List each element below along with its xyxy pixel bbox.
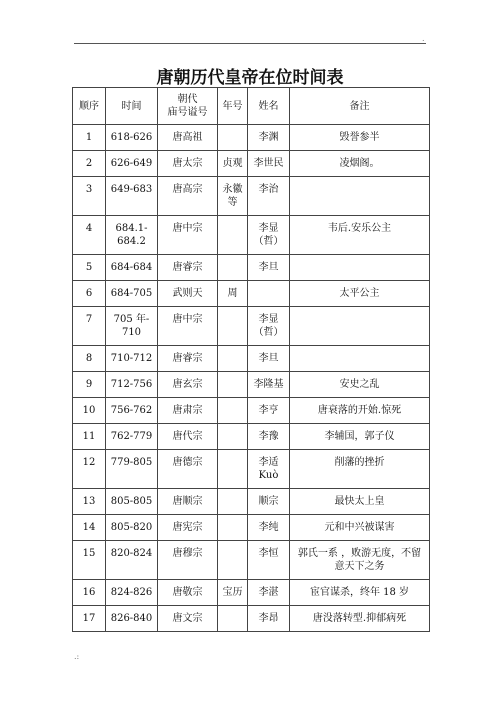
table-row bbox=[73, 398, 430, 424]
cell-name: 李渊 bbox=[248, 125, 290, 151]
table-row bbox=[73, 125, 430, 151]
header-rule bbox=[74, 43, 426, 44]
cell-order: 7 bbox=[73, 307, 106, 346]
cell-time: 649-683 bbox=[106, 177, 158, 216]
cell-note: 宦官谋杀，终年 18 岁 bbox=[290, 580, 430, 606]
cell-time: 712-756 bbox=[106, 372, 158, 398]
cell-era bbox=[218, 398, 248, 424]
cell-time: 805-820 bbox=[106, 515, 158, 541]
cell-name: 李世民 bbox=[248, 151, 290, 177]
cell-note: 李辅国，郭子仪 bbox=[290, 424, 430, 450]
cell-order: 5 bbox=[73, 255, 106, 281]
cell-temple-name: 唐德宗 bbox=[158, 450, 218, 489]
cell-name: 顺宗 bbox=[248, 489, 290, 515]
table-row bbox=[73, 151, 430, 177]
table-row bbox=[73, 489, 430, 515]
cell-era bbox=[218, 515, 248, 541]
cell-temple-name: 唐宪宗 bbox=[158, 515, 218, 541]
table-row bbox=[73, 541, 430, 580]
cell-note: 韦后.安乐公主 bbox=[290, 216, 430, 255]
table-row bbox=[73, 450, 430, 489]
cell-temple-name: 唐穆宗 bbox=[158, 541, 218, 580]
cell-name: 李昂 bbox=[248, 606, 290, 632]
cell-note: 最快太上皇 bbox=[290, 489, 430, 515]
cell-era bbox=[218, 125, 248, 151]
cell-era bbox=[218, 541, 248, 580]
cell-era bbox=[218, 255, 248, 281]
cell-temple-name: 唐玄宗 bbox=[158, 372, 218, 398]
cell-time: 762-779 bbox=[106, 424, 158, 450]
cell-era: 周 bbox=[218, 281, 248, 307]
cell-order: 6 bbox=[73, 281, 106, 307]
cell-era bbox=[218, 216, 248, 255]
table-row bbox=[73, 281, 430, 307]
cell-name bbox=[248, 281, 290, 307]
table-row bbox=[73, 606, 430, 632]
cell-era: 永徽 等 bbox=[218, 177, 248, 216]
cell-temple-name: 唐中宗 bbox=[158, 307, 218, 346]
cell-era bbox=[218, 346, 248, 372]
cell-era: 宝历 bbox=[218, 580, 248, 606]
cell-note: 郭氏一系 ，败游无度，不留 意天下之务 bbox=[290, 541, 430, 580]
cell-order: 4 bbox=[73, 216, 106, 255]
cell-note bbox=[290, 177, 430, 216]
cell-name: 李显 （哲） bbox=[248, 216, 290, 255]
cell-name: 李湛 bbox=[248, 580, 290, 606]
cell-temple-name: 武则天 bbox=[158, 281, 218, 307]
cell-order: 8 bbox=[73, 346, 106, 372]
cell-time: 684-705 bbox=[106, 281, 158, 307]
cell-name: 李隆基 bbox=[248, 372, 290, 398]
cell-temple-name: 唐高宗 bbox=[158, 177, 218, 216]
emperor-table bbox=[72, 87, 430, 632]
cell-time: 684.1- 684.2 bbox=[106, 216, 158, 255]
cell-note: 毁誉参半 bbox=[290, 125, 430, 151]
col-header-era: 年号 bbox=[218, 88, 248, 125]
cell-order: 15 bbox=[73, 541, 106, 580]
cell-temple-name: 唐顺宗 bbox=[158, 489, 218, 515]
cell-order: 10 bbox=[73, 398, 106, 424]
page-title: 唐朝历代皇帝在位时间表 bbox=[156, 68, 344, 88]
footer-mark: .: bbox=[74, 652, 80, 661]
table-row bbox=[73, 255, 430, 281]
table-row bbox=[73, 216, 430, 255]
cell-era bbox=[218, 606, 248, 632]
cell-temple-name: 唐睿宗 bbox=[158, 346, 218, 372]
cell-note: 太平公主 bbox=[290, 281, 430, 307]
cell-era bbox=[218, 307, 248, 346]
cell-temple-name: 唐代宗 bbox=[158, 424, 218, 450]
cell-note: 削藩的挫折 bbox=[290, 450, 430, 489]
cell-order: 14 bbox=[73, 515, 106, 541]
cell-note bbox=[290, 255, 430, 281]
cell-time: 705 年- 710 bbox=[106, 307, 158, 346]
cell-order: 9 bbox=[73, 372, 106, 398]
cell-time: 626-649 bbox=[106, 151, 158, 177]
cell-order: 3 bbox=[73, 177, 106, 216]
cell-time: 824-826 bbox=[106, 580, 158, 606]
col-header-note: 备注 bbox=[290, 88, 430, 125]
cell-era bbox=[218, 372, 248, 398]
table-row bbox=[73, 177, 430, 216]
cell-name: 李恒 bbox=[248, 541, 290, 580]
cell-time: 618-626 bbox=[106, 125, 158, 151]
cell-temple-name: 唐文宗 bbox=[158, 606, 218, 632]
cell-note: 唐衰落的开始.惊死 bbox=[290, 398, 430, 424]
cell-time: 756-762 bbox=[106, 398, 158, 424]
cell-era bbox=[218, 489, 248, 515]
cell-order: 16 bbox=[73, 580, 106, 606]
cell-temple-name: 唐高祖 bbox=[158, 125, 218, 151]
cell-time: 684-684 bbox=[106, 255, 158, 281]
cell-note: 凌烟阁。 bbox=[290, 151, 430, 177]
col-header-temple-name: 朝代 庙号谥号 bbox=[158, 88, 218, 125]
table-row bbox=[73, 424, 430, 450]
table-row bbox=[73, 580, 430, 606]
cell-order: 11 bbox=[73, 424, 106, 450]
cell-name: 李适 Kuò bbox=[248, 450, 290, 489]
cell-temple-name: 唐中宗 bbox=[158, 216, 218, 255]
cell-era bbox=[218, 424, 248, 450]
cell-name: 李旦 bbox=[248, 255, 290, 281]
col-header-name: 姓名 bbox=[248, 88, 290, 125]
table-row bbox=[73, 372, 430, 398]
cell-name: 李纯 bbox=[248, 515, 290, 541]
cell-name: 李亨 bbox=[248, 398, 290, 424]
cell-note: 元和中兴被谋害 bbox=[290, 515, 430, 541]
cell-era: 贞观 bbox=[218, 151, 248, 177]
cell-temple-name: 唐太宗 bbox=[158, 151, 218, 177]
cell-time: 805-805 bbox=[106, 489, 158, 515]
table-row bbox=[73, 307, 430, 346]
cell-order: 12 bbox=[73, 450, 106, 489]
cell-note bbox=[290, 346, 430, 372]
cell-time: 779-805 bbox=[106, 450, 158, 489]
table-header-row bbox=[73, 88, 430, 125]
cell-name: 李治 bbox=[248, 177, 290, 216]
table-row bbox=[73, 346, 430, 372]
cell-note: 唐没落转型.抑郁病死 bbox=[290, 606, 430, 632]
header-mark: . bbox=[422, 34, 425, 43]
cell-note bbox=[290, 307, 430, 346]
cell-era bbox=[218, 450, 248, 489]
cell-temple-name: 唐睿宗 bbox=[158, 255, 218, 281]
cell-name: 李豫 bbox=[248, 424, 290, 450]
col-header-time: 时间 bbox=[106, 88, 158, 125]
cell-order: 17 bbox=[73, 606, 106, 632]
cell-time: 710-712 bbox=[106, 346, 158, 372]
cell-temple-name: 唐敬宗 bbox=[158, 580, 218, 606]
cell-order: 13 bbox=[73, 489, 106, 515]
cell-name: 李显 （哲） bbox=[248, 307, 290, 346]
cell-order: 2 bbox=[73, 151, 106, 177]
col-header-order: 顺序 bbox=[73, 88, 106, 125]
table-row bbox=[73, 515, 430, 541]
cell-note: 安史之乱 bbox=[290, 372, 430, 398]
cell-time: 826-840 bbox=[106, 606, 158, 632]
cell-temple-name: 唐肃宗 bbox=[158, 398, 218, 424]
cell-order: 1 bbox=[73, 125, 106, 151]
cell-time: 820-824 bbox=[106, 541, 158, 580]
cell-name: 李旦 bbox=[248, 346, 290, 372]
